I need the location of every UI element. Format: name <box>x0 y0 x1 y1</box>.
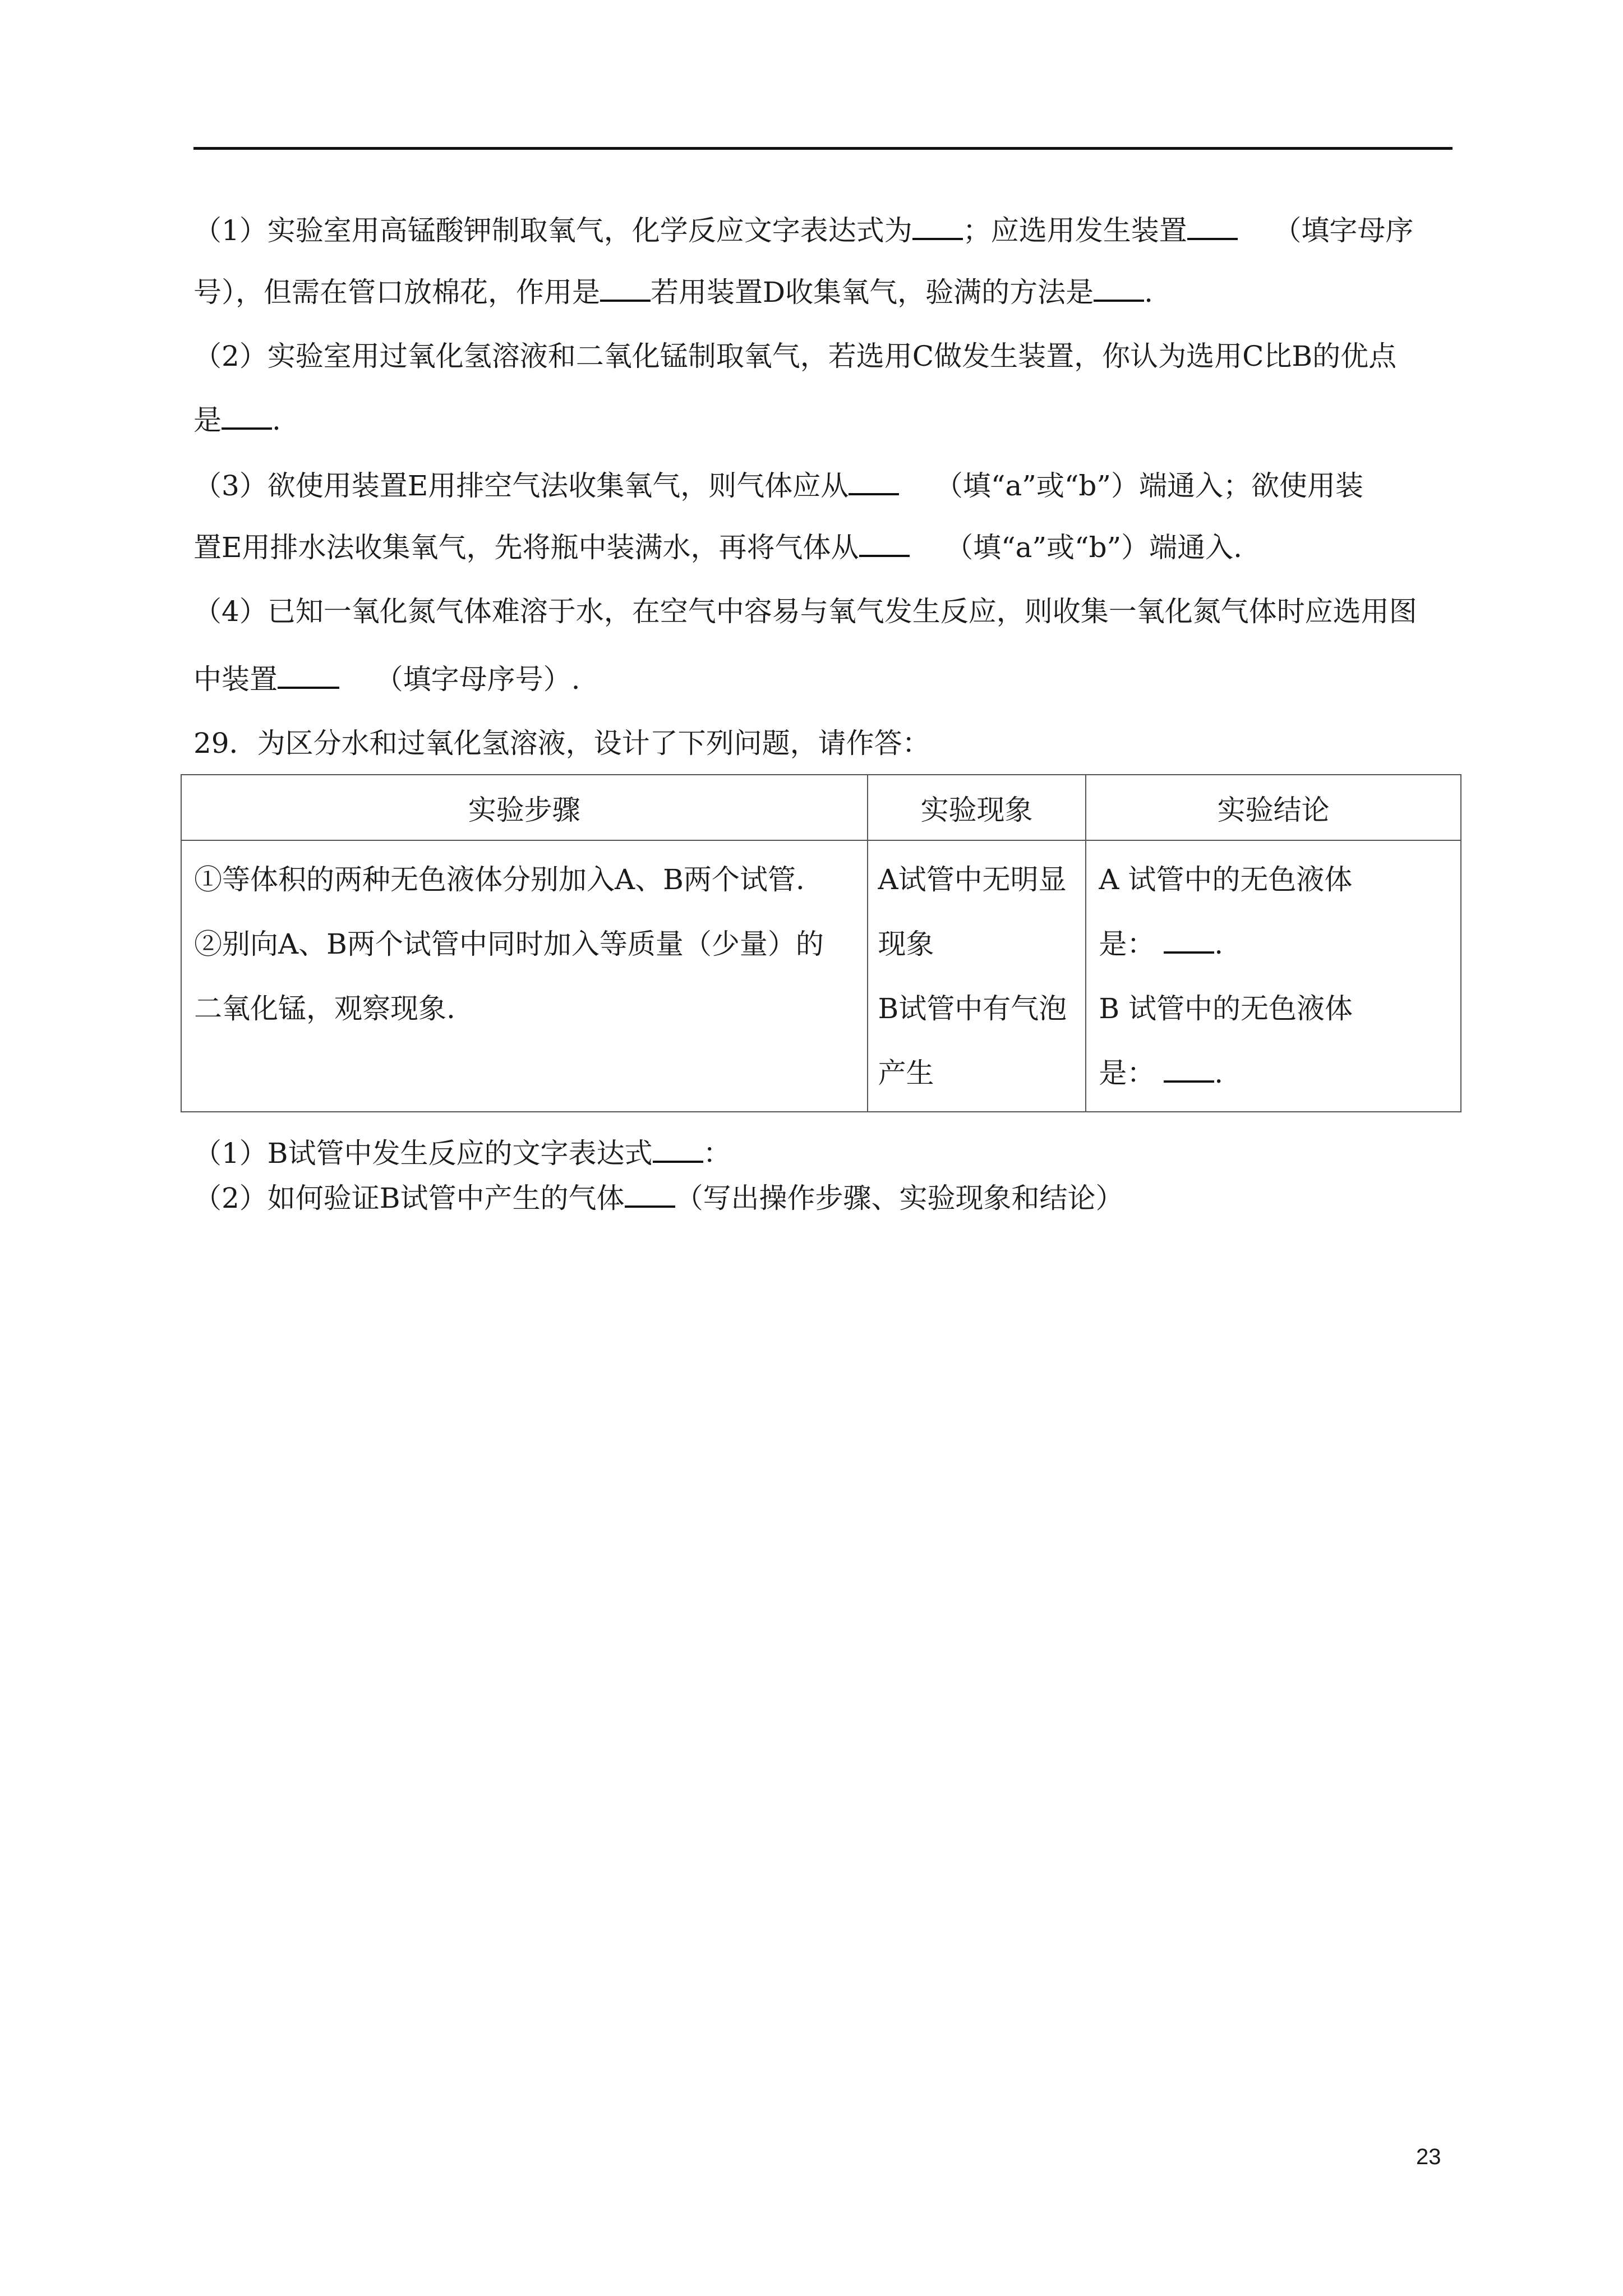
conclusion-line: A 试管中的无色液体 <box>1099 863 1353 896</box>
q28-part2-line1 <box>193 339 1396 373</box>
phenomenon-line: 产生 <box>878 1057 934 1089</box>
q28-part3-line1 <box>193 468 1363 503</box>
header-conclusions: 实验结论 <box>1086 775 1461 840</box>
q28-part1-line2 <box>193 275 1153 309</box>
q29-sub2 <box>193 1181 1124 1215</box>
text-segment: （3）欲使用装置E用排空气法收集氧气，则气体应从 <box>193 470 849 502</box>
q28-part4-line2 <box>193 662 580 696</box>
q29-sub1 <box>193 1136 731 1170</box>
text-segment: 是 <box>193 404 222 436</box>
text-segment: 是： <box>1099 928 1155 960</box>
q28-part2-line2 <box>193 403 281 437</box>
text-segment: 是： <box>1099 1057 1155 1089</box>
experiment-table <box>181 774 1461 1112</box>
text-segment: （填字母序号）. <box>375 663 580 696</box>
answer-blank[interactable] <box>1187 213 1238 240</box>
table-row <box>181 840 1461 1112</box>
table-header-row <box>181 775 1461 840</box>
text-segment: 号），但需在管口放棉花，作用是 <box>193 276 600 309</box>
answer-blank[interactable] <box>600 275 651 302</box>
step-line: ②别向A、B两个试管中同时加入等质量（少量）的 <box>194 928 824 960</box>
text-segment: . <box>1214 1057 1224 1089</box>
text-segment: （2）实验室用过氧化氢溶液和二氧化锰制取氧气，若选用C做发生装置，你认为选用C比B的优点 <box>193 340 1397 372</box>
text-segment: （填“a”或“b”）端通入. <box>945 531 1243 564</box>
q28-part3-line2 <box>193 530 1242 564</box>
conclusion-line: B 试管中的无色液体 <box>1099 992 1353 1025</box>
answer-blank[interactable] <box>1094 275 1144 302</box>
text-segment: （写出操作步骤、实验现象和结论） <box>675 1182 1124 1214</box>
conclusions-cell <box>1086 840 1461 1112</box>
phenomenon-line: A试管中无明显 <box>878 863 1067 896</box>
answer-blank[interactable] <box>222 403 272 430</box>
steps-cell <box>181 840 868 1112</box>
text-segment: （2）如何验证B试管中产生的气体 <box>193 1182 625 1214</box>
answer-blank[interactable] <box>278 662 339 689</box>
phenomenon-line: 现象 <box>878 928 934 960</box>
step-line: 二氧化锰，观察现象. <box>194 992 455 1025</box>
q28-part4-line1 <box>193 595 1417 628</box>
text-segment: 中装置 <box>193 663 278 696</box>
header-phenomena: 实验现象 <box>868 775 1086 840</box>
answer-blank[interactable] <box>625 1181 675 1208</box>
conclusion-line <box>1099 1041 1448 1106</box>
answer-blank[interactable] <box>1164 1056 1214 1083</box>
header-rule <box>193 147 1453 150</box>
page-number: 23 <box>1416 2145 1441 2169</box>
step-line: ①等体积的两种无色液体分别加入A、B两个试管. <box>194 863 805 896</box>
answer-blank[interactable] <box>653 1136 703 1163</box>
text-segment: . <box>272 404 281 436</box>
q29-title: 29．为区分水和过氧化氢溶液，设计了下列问题，请作答： <box>193 727 930 760</box>
text-segment: （1）B试管中发生反应的文字表达式 <box>193 1137 653 1170</box>
text-segment: （1）实验室用高锰酸钾制取氧气，化学反应文字表达式为 <box>193 214 912 247</box>
phenomena-cell <box>868 840 1086 1112</box>
text-segment: 置E用排水法收集氧气，先将瓶中装满水，再将气体从 <box>193 531 859 564</box>
answer-blank[interactable] <box>849 468 899 495</box>
text-segment: ；应选用发生装置 <box>962 214 1187 247</box>
text-segment: （4）已知一氧化氮气体难溶于水，在空气中容易与氧气发生反应，则收集一氧化氮气体时应选用图 <box>193 595 1417 628</box>
conclusion-line <box>1099 912 1448 977</box>
phenomenon-line: B试管中有气泡 <box>878 992 1067 1025</box>
answer-blank[interactable] <box>859 530 910 557</box>
answer-blank[interactable] <box>1164 927 1214 954</box>
text-segment: . <box>1214 928 1224 960</box>
text-segment: （填“a”或“b”）端通入；欲使用装 <box>934 470 1363 502</box>
q28-part1-line1 <box>193 213 1413 247</box>
text-segment: . <box>1144 276 1153 309</box>
text-segment: （填字母序 <box>1273 214 1414 247</box>
header-steps: 实验步骤 <box>181 775 868 840</box>
text-segment: 若用装置D收集氧气，验满的方法是 <box>651 276 1094 309</box>
answer-blank[interactable] <box>912 213 963 240</box>
text-segment: ： <box>703 1137 731 1170</box>
